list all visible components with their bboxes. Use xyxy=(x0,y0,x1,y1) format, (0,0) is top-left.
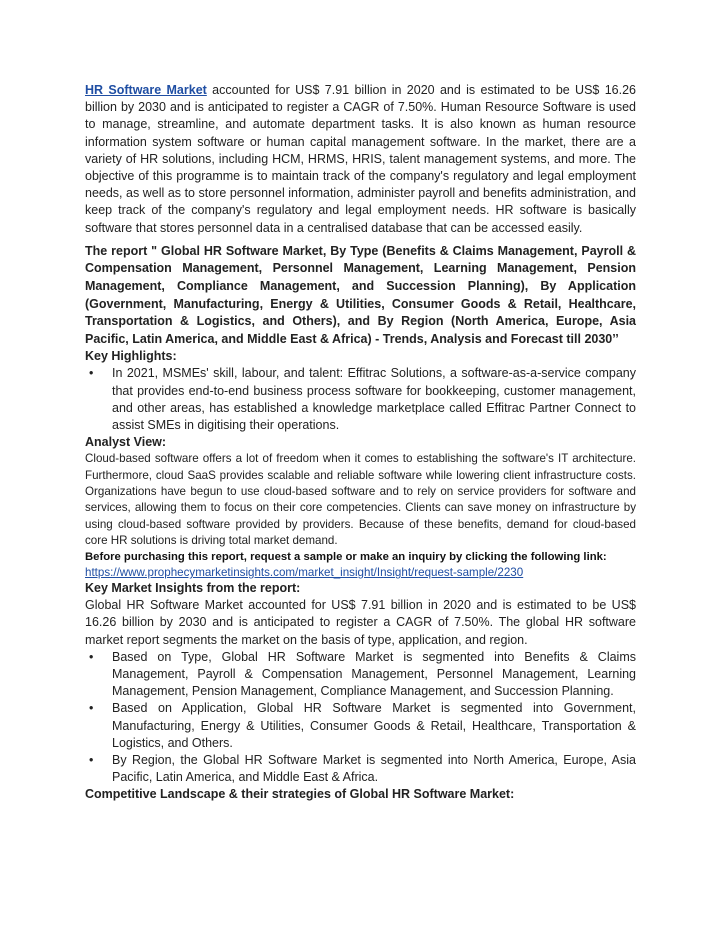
bullet-icon: • xyxy=(89,649,94,664)
list-item-text: By Region, the Global HR Software Market is segmented into North America, Europe, Asia Pacific, Latin America, and Middle East & Africa. xyxy=(112,752,636,785)
intro-text: accounted for US$ 7.91 billion in 2020 and is estimated to be US$ 16.26 billion by 2030 and is anticipated to register a CAGR of 7.50%. Human Resource Software is used to manage, streamline, and automate department tasks. It is also known as human resource information system software or human capital management software. In the market, there are a variety of HR solutions, including HCM, HRMS, HRIS, talent management systems, and more. The objective of this programme is to maintain track of the company's regulatory and legal employment needs, as well as to store personnel information, administer payroll and benefits administration, and keep track of the company's regulatory and legal employment needs. HR software is basically software that stores personnel data in a centralised database that can be accessed easily. xyxy=(85,83,636,235)
bullet-icon: • xyxy=(89,752,94,767)
key-highlights-list xyxy=(85,365,636,434)
bullet-icon: • xyxy=(89,366,94,381)
key-insights-list xyxy=(85,649,636,787)
list-item-text: Based on Application, Global HR Software Market is segmented into Government, Manufacturing, Energy & Utilities, Consumer Goods & Retail, Healthcare, Transportation & Logistics, and Others. xyxy=(112,701,636,750)
hr-software-market-link[interactable]: HR Software Market xyxy=(85,83,207,97)
analyst-view-heading: Analyst View: xyxy=(85,435,167,450)
competitive-landscape-heading: Competitive Landscape & their strategies of Global HR Software Market: xyxy=(85,787,515,802)
list-item xyxy=(85,649,636,701)
report-title: The report " Global HR Software Market, By Type (Benefits & Claims Management, Payroll & Compensation Management, Personnel Management, Learning Management, Pension Management, Compliance Management, and Succession Planning), By Application (Government, Manufacturing, Energy & Utilities, Consumer Goods & Retail, Healthcare, Transportation & Logistics, and Others), and By Region (North America, Europe, Asia Pacific, Latin America, and Middle East & Africa) - Trends, Analysis and Forecast till 2030’’ xyxy=(85,243,636,346)
list-item-text: In 2021, MSMEs' skill, labour, and talent: Effitrac Solutions, a software-as-a-service company that provides end-to-end business process software for bookkeeping, customer management, and other areas, has established a knowledge marketplace called Effitrac Partner Connect to assist SMEs in digitising their operations. xyxy=(112,366,636,432)
request-sample-link[interactable]: https://www.prophecymarketinsights.com/market_insight/Insight/request-sample/2230 xyxy=(85,566,524,580)
sample-request-note: Before purchasing this report, request a sample or make an inquiry by clicking the following link: xyxy=(85,550,607,563)
intro-paragraph xyxy=(85,82,636,237)
list-item-text: Based on Type, Global HR Software Market is segmented into Benefits & Claims Management, Payroll & Compensation Management, Personnel Management, Learning Management, Pension Management, Compliance Management, and Succession Planning. xyxy=(112,649,636,699)
key-highlights-heading: Key Highlights: xyxy=(85,349,177,364)
list-item xyxy=(85,365,636,434)
list-item xyxy=(85,752,636,786)
analyst-view-paragraph: Cloud-based software offers a lot of freedom when it comes to establishing the software's IT architecture. Furthermore, cloud SaaS provides scalable and reliable software while lowering client infrastructure costs. Organizations have begun to use cloud-based software and to rely on service providers for software and services, allowing them to focus on their core competencies. Clients can save money on infrastructure by using cloud-based software provided by providers. Because of these benefits, demand for cloud-based core HR solutions is driving total market demand. xyxy=(85,452,636,548)
bullet-icon: • xyxy=(89,701,94,716)
list-item xyxy=(85,700,636,752)
key-insights-heading: Key Market Insights from the report: xyxy=(85,581,301,596)
key-insights-paragraph: Global HR Software Market accounted for US$ 7.91 billion in 2020 and is estimated to be US$ 16.26 billion by 2030 and is anticipated to register a CAGR of 7.50%. The global HR software market report segments the market on the basis of type, application, and region. xyxy=(85,598,636,647)
